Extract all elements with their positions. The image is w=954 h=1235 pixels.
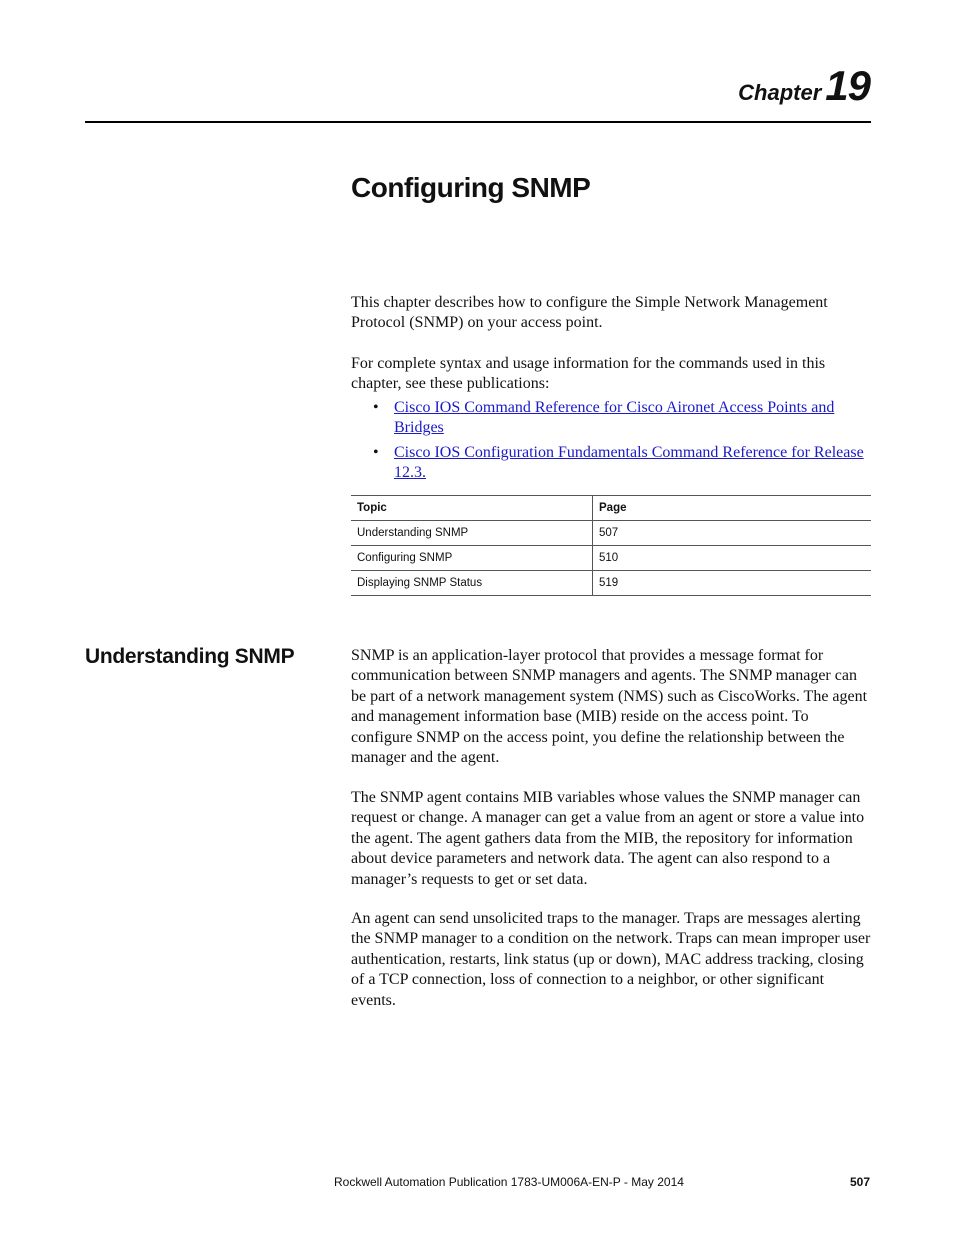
topic-cell: Displaying SNMP Status [351, 571, 593, 596]
link-command-reference[interactable]: Cisco IOS Command Reference for Cisco Aironet Access Points and Bridges [394, 399, 835, 437]
publication-link-list [373, 398, 873, 488]
list-item [373, 443, 873, 484]
section-paragraph-2: The SNMP agent contains MIB variables whose values the SNMP manager can request or change. A manager can get a value from an agent or store a value into the agent. The agent gathers data from the MIB, the repository for information about device parameters and network data. The agent can also respond to a manager’s requests to get or set data. [351, 789, 865, 888]
list-item [373, 398, 873, 439]
table-row [351, 546, 871, 571]
chapter-number: 19 [825, 62, 870, 109]
footer-page-number: 507 [849, 1175, 870, 1189]
page-cell: 507 [593, 521, 872, 546]
table-row [351, 521, 871, 546]
section-heading: Understanding SNMP [85, 645, 295, 668]
bullet-icon: • [373, 443, 379, 461]
intro-paragraph-2: For complete syntax and usage information for the commands used in this chapter, see these publications: [351, 355, 826, 393]
page-cell: 519 [593, 571, 872, 596]
table-header-row [351, 496, 871, 521]
table-row [351, 571, 871, 596]
chapter-label [738, 62, 870, 110]
page-cell: 510 [593, 546, 872, 571]
top-rule [85, 121, 871, 123]
chapter-word: Chapter [738, 80, 822, 105]
topic-cell: Configuring SNMP [351, 546, 593, 571]
intro-paragraph-1: This chapter describes how to configure the Simple Network Management Protocol (SNMP) on your access point. [351, 294, 828, 332]
bullet-icon: • [373, 399, 379, 416]
topic-table [351, 495, 871, 596]
page-title: Configuring SNMP [351, 172, 591, 203]
header-topic: Topic [351, 496, 593, 521]
footer-publication: Rockwell Automation Publication 1783-UM006A-EN-P - May 2014 [334, 1175, 684, 1189]
section-paragraph-3: An agent can send unsolicited traps to the manager. Traps are messages alerting the SNMP manager to a condition on the network. Traps can mean improper user authentication, restarts, link status (up or down), MAC address tracking, closing of a TCP connection, loss of connection to a neighbor, or other significant events. [351, 910, 871, 1009]
section-paragraph-1: SNMP is an application-layer protocol that provides a message format for communication between SNMP managers and agents. The SNMP manager can be part of a network management system (NMS) such as CiscoWorks. The agent and management information base (MIB) reside on the access point. To configure SNMP on the access point, you define the relationship between the manager and the agent. [351, 647, 868, 767]
link-configuration-fundamentals[interactable]: Cisco IOS Configuration Fundamentals Command Reference for Release 12.3. [394, 443, 864, 482]
header-page: Page [593, 496, 872, 521]
topic-cell: Understanding SNMP [351, 521, 593, 546]
